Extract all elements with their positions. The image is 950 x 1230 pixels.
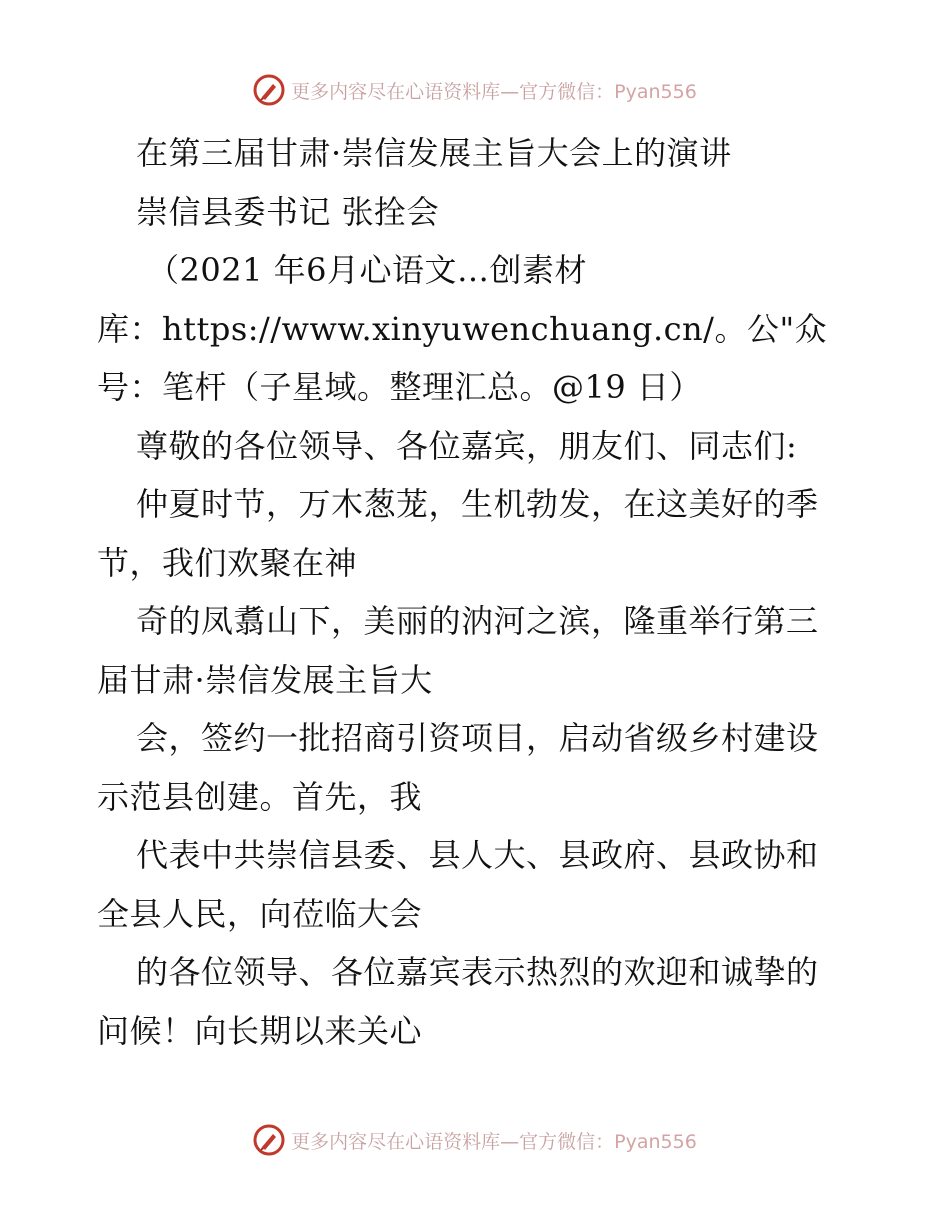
watermark-text [291,77,697,104]
source-line-2: 库：https://www.xinyuwenchuang.cn/。公"众 [97,309,828,348]
paragraph-line: 节，我们欢聚在神 [97,543,358,582]
speech-title: 在第三届甘肃·崇信发展主旨大会上的演讲 [136,134,732,172]
source-line-1: （2021 年6月心语文…创素材 [147,251,587,289]
watermark-wechat-id: Pyan556 [614,1130,697,1153]
paragraph-line: 代表中共崇信县委、县人大、县政府、县政协和 [136,836,819,874]
paragraph-line: 届甘肃·崇信发展主旨大 [97,660,433,699]
pen-logo-icon [253,74,285,106]
document-body [97,124,857,1060]
watermark-text [291,1127,697,1154]
paragraph-line: 仲夏时节，万木葱茏，生机勃发，在这美好的季 [136,485,819,523]
header-watermark [0,70,950,110]
pen-logo-icon [253,1124,285,1156]
paragraph-line: 会，签约一批招商引资项目，启动省级乡村建设 [136,719,819,757]
watermark-wechat-id: Pyan556 [614,80,697,103]
speaker-line: 崇信县委书记 张拴会 [136,192,440,231]
paragraph-line: 问候！向长期以来关心 [97,1011,423,1050]
paragraph-line: 示范县创建。首先，我 [97,777,423,816]
paragraph-line: 的各位领导、各位嘉宾表示热烈的欢迎和诚挚的 [136,953,819,991]
source-line-3: 号：笔杆（子星域。整理汇总。@19 日） [97,368,702,406]
watermark-label: 更多内容尽在心语资料库—官方微信： [291,1130,615,1153]
salutation-line: 尊敬的各位领导、各位嘉宾，朋友们、同志们: [136,426,798,465]
watermark-label: 更多内容尽在心语资料库—官方微信： [291,80,615,103]
footer-watermark [0,1120,950,1160]
paragraph-line: 全县人民，向莅临大会 [97,894,423,933]
paragraph-line: 奇的凤翥山下，美丽的汭河之滨，隆重举行第三 [136,602,819,640]
